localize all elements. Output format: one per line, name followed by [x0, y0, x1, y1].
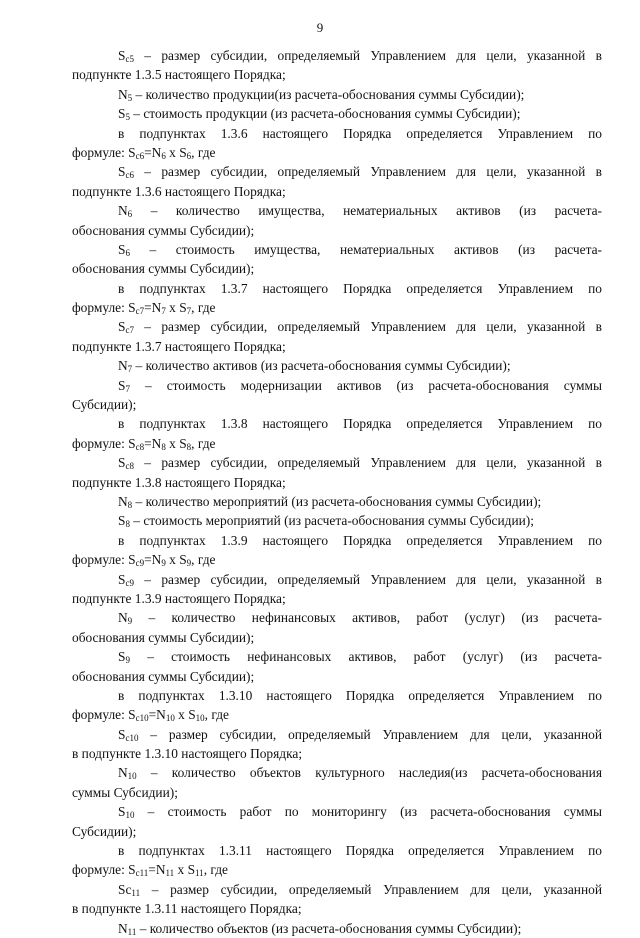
text-fragment: – размер субсидии, определяемый Управлением для цели, указанной в	[133, 455, 602, 471]
subscript-index: 6	[125, 247, 130, 258]
text-fragment: – количество продукции(из расчета-обоснования суммы Субсидии);	[132, 86, 525, 102]
text-fragment: S	[118, 513, 126, 529]
text-fragment: Sc	[118, 881, 132, 897]
text-line	[72, 201, 602, 220]
text-fragment: x S	[165, 435, 187, 451]
text-fragment: в подпунктах 1.3.6 настоящего Порядка определяется Управлением по	[118, 125, 602, 141]
text-fragment: , где	[191, 552, 216, 568]
subscript-index: 11	[165, 868, 175, 879]
text-line	[72, 686, 602, 705]
text-line	[72, 725, 602, 744]
text-fragment: – количество мероприятий (из расчета-обоснования суммы Субсидии);	[132, 493, 542, 509]
subscript-index: 6	[186, 150, 192, 161]
text-fragment: – размер субсидии, определяемый Управлением для цели, указанной	[138, 726, 602, 742]
text-line	[72, 705, 602, 724]
text-line	[72, 899, 602, 918]
text-line	[72, 628, 602, 647]
text-fragment: S	[118, 649, 126, 665]
text-fragment: S	[118, 241, 126, 257]
text-line	[72, 744, 602, 763]
text-fragment: S	[118, 48, 126, 63]
text-fragment: x S	[174, 862, 196, 878]
text-fragment: обоснования суммы Субсидии);	[72, 668, 255, 684]
text-fragment: =N	[144, 144, 162, 160]
text-fragment: S	[118, 164, 126, 180]
subscript-index: 9	[186, 558, 192, 569]
text-fragment: обоснования суммы Субсидии);	[72, 261, 255, 277]
text-fragment: S	[118, 377, 126, 393]
text-line	[72, 376, 602, 395]
subscript-index: 9	[161, 558, 166, 569]
subscript-index: 11	[131, 887, 141, 898]
text-line	[72, 65, 602, 84]
text-line	[72, 279, 602, 298]
text-fragment: формуле: S	[72, 707, 136, 723]
text-line	[72, 143, 602, 162]
subscript-index: 11	[127, 926, 137, 937]
text-fragment: подпункте 1.3.9 настоящего Порядка;	[72, 590, 286, 606]
subscript-index: 8	[186, 441, 192, 452]
text-line	[72, 473, 602, 492]
text-fragment: =N	[148, 707, 166, 723]
text-fragment: – количество нефинансовых активов, работ (услуг) (из расчета-	[132, 610, 602, 626]
text-fragment: – количество имущества, нематериальных активов (из расчета-	[132, 203, 602, 219]
text-fragment: S	[118, 726, 126, 742]
text-fragment: в подпунктах 1.3.8 настоящего Порядка определяется Управлением по	[118, 416, 602, 432]
subscript-index: 10	[195, 713, 205, 724]
subscript-index: 7	[127, 364, 133, 375]
text-fragment: – стоимость модернизации активов (из расчета-обоснования суммы	[129, 377, 602, 393]
text-line	[72, 492, 602, 511]
subscript-index: c7	[125, 325, 134, 336]
subscript-index: 9	[125, 655, 130, 666]
text-fragment: в подпунктах 1.3.11 настоящего Порядка определяется Управлением по	[118, 843, 602, 859]
subscript-index: 8	[161, 441, 166, 452]
subscript-index: c10	[135, 713, 149, 724]
text-fragment: формуле: S	[72, 144, 136, 160]
text-fragment: – количество объектов культурного наследия(из расчета-обоснования	[136, 765, 602, 781]
text-fragment: N	[118, 765, 128, 781]
subscript-index: c8	[135, 441, 145, 452]
text-line	[72, 221, 602, 240]
subscript-index: 8	[127, 499, 133, 510]
subscript-index: c6	[125, 170, 134, 181]
text-line	[72, 531, 602, 550]
text-line	[72, 104, 602, 123]
text-fragment: – размер субсидии, определяемый Управлением для цели, указанной в	[133, 571, 602, 587]
text-fragment: в подпунктах 1.3.7 настоящего Порядка определяется Управлением по	[118, 280, 602, 296]
text-fragment: N	[118, 920, 128, 936]
subscript-index: 10	[165, 713, 175, 724]
text-line	[72, 589, 602, 608]
text-fragment: в подпункте 1.3.10 настоящего Порядка;	[72, 746, 303, 762]
text-line	[72, 919, 602, 938]
text-line	[72, 259, 602, 278]
text-line	[72, 414, 602, 433]
subscript-index: c5	[125, 54, 134, 64]
text-fragment: формуле: S	[72, 435, 136, 451]
page-number: 9	[316, 20, 324, 35]
text-fragment: – стоимость имущества, нематериальных активов (из расчета-	[129, 241, 602, 257]
text-line	[72, 608, 602, 627]
text-fragment: Субсидии);	[72, 823, 137, 839]
text-fragment: подпункте 1.3.7 настоящего Порядка;	[72, 338, 286, 354]
text-fragment: , где	[204, 707, 229, 723]
text-fragment: подпункте 1.3.5 настоящего Порядка;	[72, 67, 286, 83]
subscript-index: c7	[135, 306, 145, 317]
text-fragment: формуле: S	[72, 300, 136, 316]
text-fragment: , где	[203, 862, 228, 878]
subscript-index: 6	[161, 150, 166, 161]
subscript-index: 7	[186, 306, 192, 317]
text-fragment: , где	[191, 435, 216, 451]
text-fragment: x S	[165, 144, 187, 160]
subscript-index: 10	[127, 771, 137, 782]
text-fragment: S	[118, 571, 126, 587]
text-fragment: подпункте 1.3.8 настоящего Порядка;	[72, 474, 286, 490]
text-line	[72, 298, 602, 317]
text-line	[72, 317, 602, 336]
text-line	[72, 337, 602, 356]
text-fragment: – размер субсидии, определяемый Управлением для цели, указанной в	[133, 164, 602, 180]
text-line	[72, 162, 602, 181]
text-line	[72, 783, 602, 802]
subscript-index: 11	[195, 868, 204, 879]
text-fragment: – стоимость продукции (из расчета-обоснования суммы Субсидии);	[129, 106, 521, 122]
text-line	[72, 763, 602, 782]
subscript-index: c6	[135, 150, 145, 161]
subscript-index: 5	[125, 112, 130, 123]
text-fragment: =N	[148, 862, 166, 878]
text-line	[72, 356, 602, 375]
text-fragment: обоснования суммы Субсидии);	[72, 629, 255, 645]
text-line	[72, 395, 602, 414]
text-fragment: S	[118, 319, 126, 335]
text-fragment: в подпунктах 1.3.9 настоящего Порядка определяется Управлением по	[118, 532, 602, 548]
text-line	[72, 511, 602, 530]
text-fragment: =N	[144, 300, 162, 316]
text-fragment: Субсидии);	[72, 397, 137, 413]
text-fragment: – стоимость мероприятий (из расчета-обоснования суммы Субсидии);	[129, 513, 534, 529]
text-fragment: S	[118, 804, 126, 820]
text-fragment: обоснования суммы Субсидии);	[72, 222, 255, 238]
text-line	[72, 46, 602, 65]
text-line	[72, 802, 602, 821]
text-line	[72, 182, 602, 201]
text-fragment: суммы Субсидии);	[72, 784, 178, 800]
text-fragment: x S	[174, 707, 196, 723]
text-fragment: – количество объектов (из расчета-обоснования суммы Субсидии);	[136, 920, 522, 936]
text-line	[72, 85, 602, 104]
text-fragment: N	[118, 493, 128, 509]
text-line	[72, 570, 602, 589]
text-fragment: – размер субсидии, определяемый Управлением для цели, указанной в	[133, 48, 602, 63]
text-fragment: в подпункте 1.3.11 настоящего Порядка;	[72, 901, 302, 917]
text-line	[72, 880, 602, 899]
document-body	[72, 46, 602, 938]
text-fragment: – размер субсидии, определяемый Управлением для цели, указанной в	[133, 319, 602, 335]
text-fragment: x S	[165, 552, 187, 568]
text-fragment: , где	[191, 144, 216, 160]
text-fragment: =N	[144, 552, 162, 568]
text-fragment: N	[118, 358, 128, 374]
text-fragment: S	[118, 106, 126, 122]
subscript-index: 8	[125, 519, 130, 530]
text-line	[72, 667, 602, 686]
text-fragment: – стоимость нефинансовых активов, работ (услуг) (из расчета-	[129, 649, 602, 665]
text-line	[72, 453, 602, 472]
text-line	[72, 434, 602, 453]
text-fragment: N	[118, 203, 128, 219]
subscript-index: 6	[127, 209, 133, 220]
subscript-index: c11	[135, 868, 149, 879]
text-fragment: – количество активов (из расчета-обоснования суммы Субсидии);	[132, 358, 511, 374]
subscript-index: c8	[125, 461, 134, 472]
subscript-index: c9	[135, 558, 145, 569]
subscript-index: 10	[125, 810, 135, 821]
text-line	[72, 647, 602, 666]
subscript-index: c9	[125, 577, 134, 588]
text-fragment: – стоимость работ по мониторингу (из расчета-обоснования суммы	[134, 804, 602, 820]
text-line	[72, 841, 602, 860]
text-line	[72, 124, 602, 143]
text-fragment: подпункте 1.3.6 настоящего Порядка;	[72, 183, 286, 199]
subscript-index: 7	[125, 383, 130, 394]
text-fragment: в подпунктах 1.3.10 настоящего Порядка определяется Управлением по	[118, 687, 602, 703]
text-fragment: формуле: S	[72, 862, 136, 878]
subscript-index: 7	[161, 306, 166, 317]
subscript-index: 5	[127, 92, 133, 103]
text-line	[72, 822, 602, 841]
subscript-index: c10	[125, 732, 139, 743]
text-fragment: – размер субсидии, определяемый Управлением для цели, указанной	[140, 881, 602, 897]
text-line	[72, 240, 602, 259]
text-fragment: S	[118, 455, 126, 471]
text-fragment: N	[118, 610, 128, 626]
text-fragment: N	[118, 86, 128, 102]
text-line	[72, 860, 602, 879]
subscript-index: 9	[127, 616, 133, 627]
text-fragment: формуле: S	[72, 552, 136, 568]
text-fragment: =N	[144, 435, 162, 451]
text-fragment: x S	[165, 300, 187, 316]
text-line	[72, 550, 602, 569]
text-fragment: , где	[191, 300, 216, 316]
